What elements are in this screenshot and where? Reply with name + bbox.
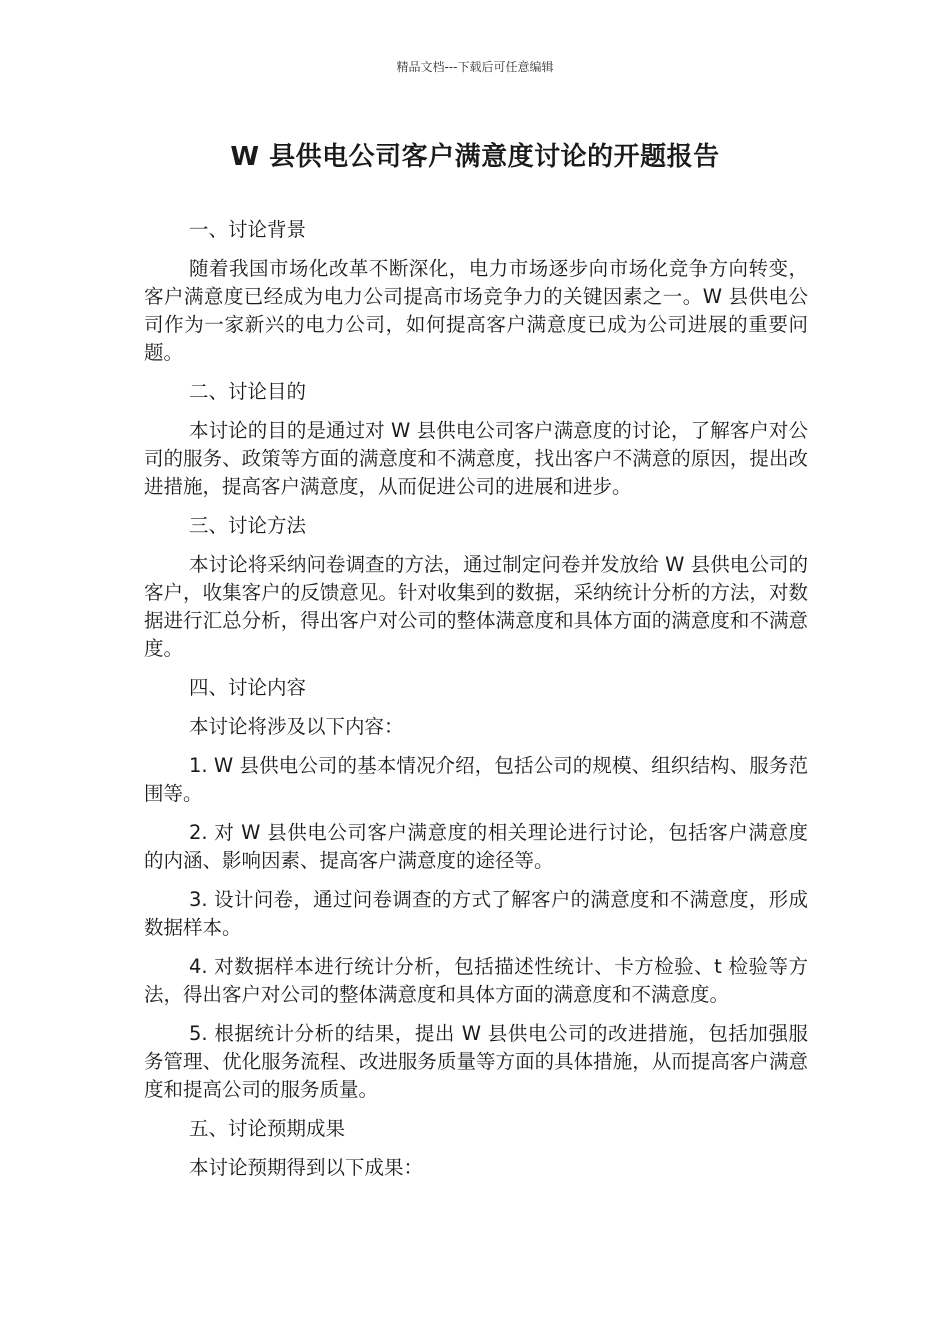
list-item-5: 5. 根据统计分析的结果，提出 W 县供电公司的改进措施，包括加强服务管理、优化服务流程、改进服务质量等方面的具体措施，从而提高客户满意度和提高公司的服务质量。 (144, 1022, 808, 1101)
section-heading-content: 四、讨论内容 (189, 676, 307, 699)
document-body (144, 216, 808, 1193)
section-heading-background: 一、讨论背景 (189, 218, 307, 241)
list-item-3: 3. 设计问卷，通过问卷调查的方式了解客户的满意度和不满意度，形成数据样本。 (144, 888, 808, 939)
paragraph-content-intro: 本讨论将涉及以下内容： (189, 715, 404, 738)
document-title: W 县供电公司客户满意度讨论的开题报告 (230, 142, 720, 172)
list-item-2: 2. 对 W 县供电公司客户满意度的相关理论进行讨论，包括客户满意度的内涵、影响因素、提高客户满意度的途径等。 (144, 821, 808, 872)
page-header: 精品文档---下载后可任意编辑 (396, 60, 554, 74)
paragraph-background: 随着我国市场化改革不断深化，电力市场逐步向市场化竞争方向转变，客户满意度已经成为电力公司提高市场竞争力的关键因素之一。W 县供电公司作为一家新兴的电力公司，如何提高客户满意度已成为公司进展的重要问题。 (144, 257, 808, 364)
paragraph-method: 本讨论将采纳问卷调查的方法，通过制定问卷并发放给 W 县供电公司的客户，收集客户的反馈意见。针对收集到的数据，采纳统计分析的方法，对数据进行汇总分析，得出客户对公司的整体满意度和具体方面的满意度和不满意度。 (144, 553, 808, 660)
list-item-4: 4. 对数据样本进行统计分析，包括描述性统计、卡方检验、t 检验等方法，得出客户对公司的整体满意度和具体方面的满意度和不满意度。 (144, 955, 808, 1006)
section-heading-purpose: 二、讨论目的 (189, 380, 307, 403)
paragraph-purpose: 本讨论的目的是通过对 W 县供电公司客户满意度的讨论，了解客户对公司的服务、政策等方面的满意度和不满意度，找出客户不满意的原因，提出改进措施，提高客户满意度，从而促进公司的进展和进步。 (144, 419, 808, 498)
paragraph-outcomes-intro: 本讨论预期得到以下成果： (189, 1156, 424, 1179)
list-item-1: 1. W 县供电公司的基本情况介绍，包括公司的规模、组织结构、服务范围等。 (144, 754, 808, 805)
section-heading-outcomes: 五、讨论预期成果 (189, 1117, 346, 1140)
section-heading-method: 三、讨论方法 (189, 514, 307, 537)
